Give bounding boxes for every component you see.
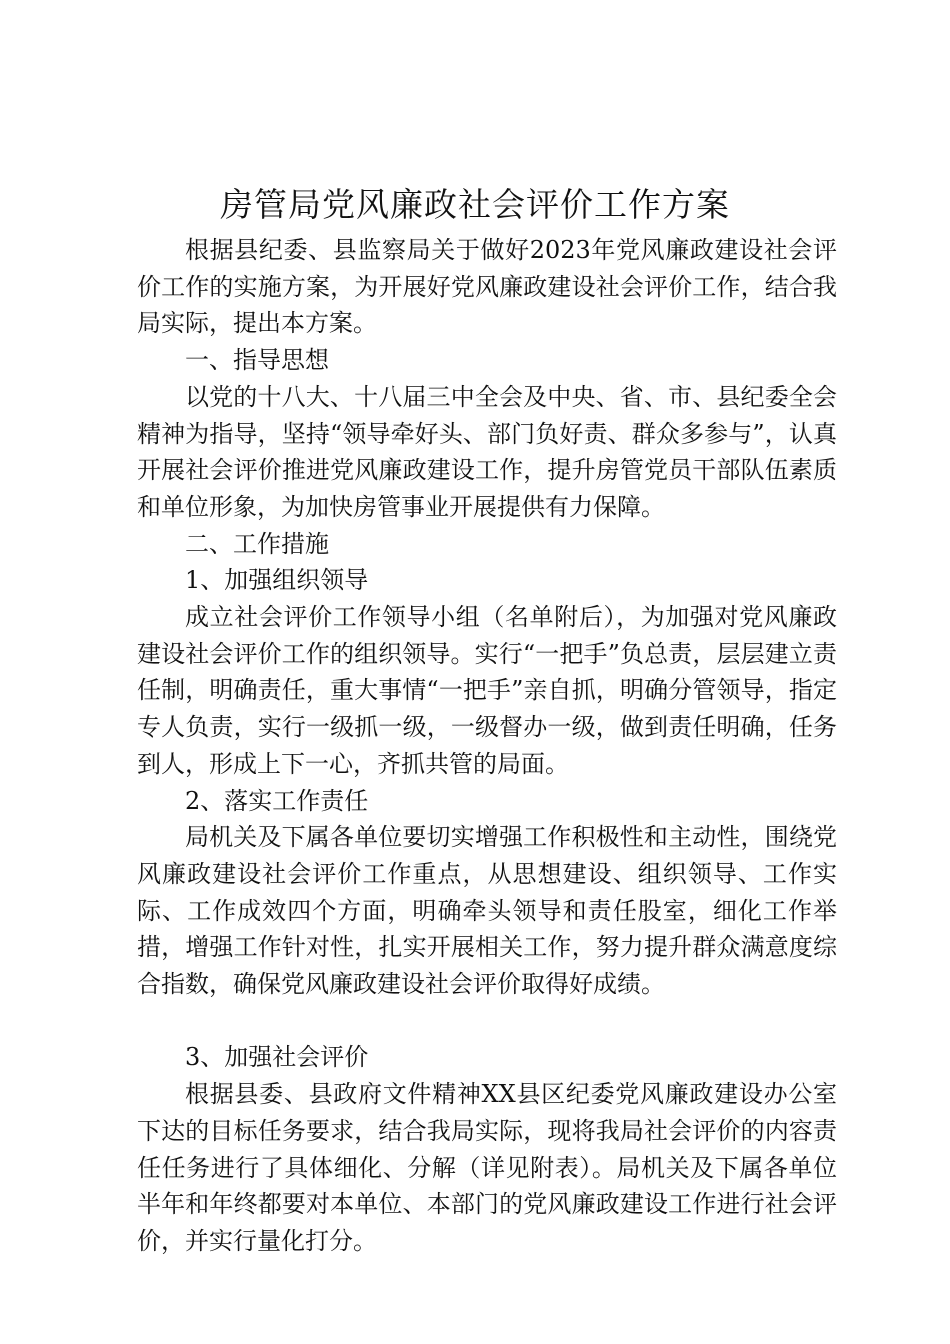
subheading-work-responsibility: 2、落实工作责任 [185,786,369,815]
document-title: 房管局党风廉政社会评价工作方案 [220,185,730,224]
subheading-organization-leadership: 1、加强组织领导 [185,566,369,595]
section-heading-guiding-ideology: 一、指导思想 [185,346,329,375]
paragraph-gap [137,1003,837,1040]
organization-leadership-paragraph: 成立社会评价工作领导小组（名单附后），为加强对党风廉政建设社会评价工作的组织领导。实行“一把手”负总责，层层建立责任制，明确责任，重大事情“一把手”亲自抓，明确分管领导，指定专人负责，实行一级抓一级，一级督办一级，做到责任明确，任务到人，形成上下一心，齐抓共管的局面。 [137,603,837,778]
document-body [137,232,837,1260]
work-responsibility-paragraph: 局机关及下属各单位要切实增强工作积极性和主动性，围绕党风廉政建设社会评价工作重点，从思想建设、组织领导、工作实际、工作成效四个方面，明确牵头领导和责任股室，细化工作举措，增强工作针对性，扎实开展相关工作，努力提升群众满意度综合指数，确保党风廉政建设社会评价取得好成绩。 [137,823,837,999]
guiding-ideology-paragraph: 以党的十八大、十八届三中全会及中央、省、市、县纪委全会精神为指导，坚持“领导牵好头、部门负好责、群众多参与”，认真开展社会评价推进党风廉政建设工作，提升房管党员干部队伍素质和单位形象，为加快房管事业开展提供有力保障。 [137,382,837,521]
social-evaluation-paragraph: 根据县委、县政府文件精神XX县区纪委党风廉政建设办公室下达的目标任务要求，结合我局实际，现将我局社会评价的内容责任任务进行了具体细化、分解（详见附表）。局机关及下属各单位半年和年终都要对本单位、本部门的党风廉政建设工作进行社会评价，并实行量化打分。 [137,1080,837,1255]
section-heading-work-measures: 二、工作措施 [185,529,329,558]
intro-paragraph: 根据县纪委、县监察局关于做好2023年党风廉政建设社会评价工作的实施方案，为开展好党风廉政建设社会评价工作，结合我局实际，提出本方案。 [137,236,837,338]
subheading-social-evaluation: 3、加强社会评价 [185,1043,369,1072]
